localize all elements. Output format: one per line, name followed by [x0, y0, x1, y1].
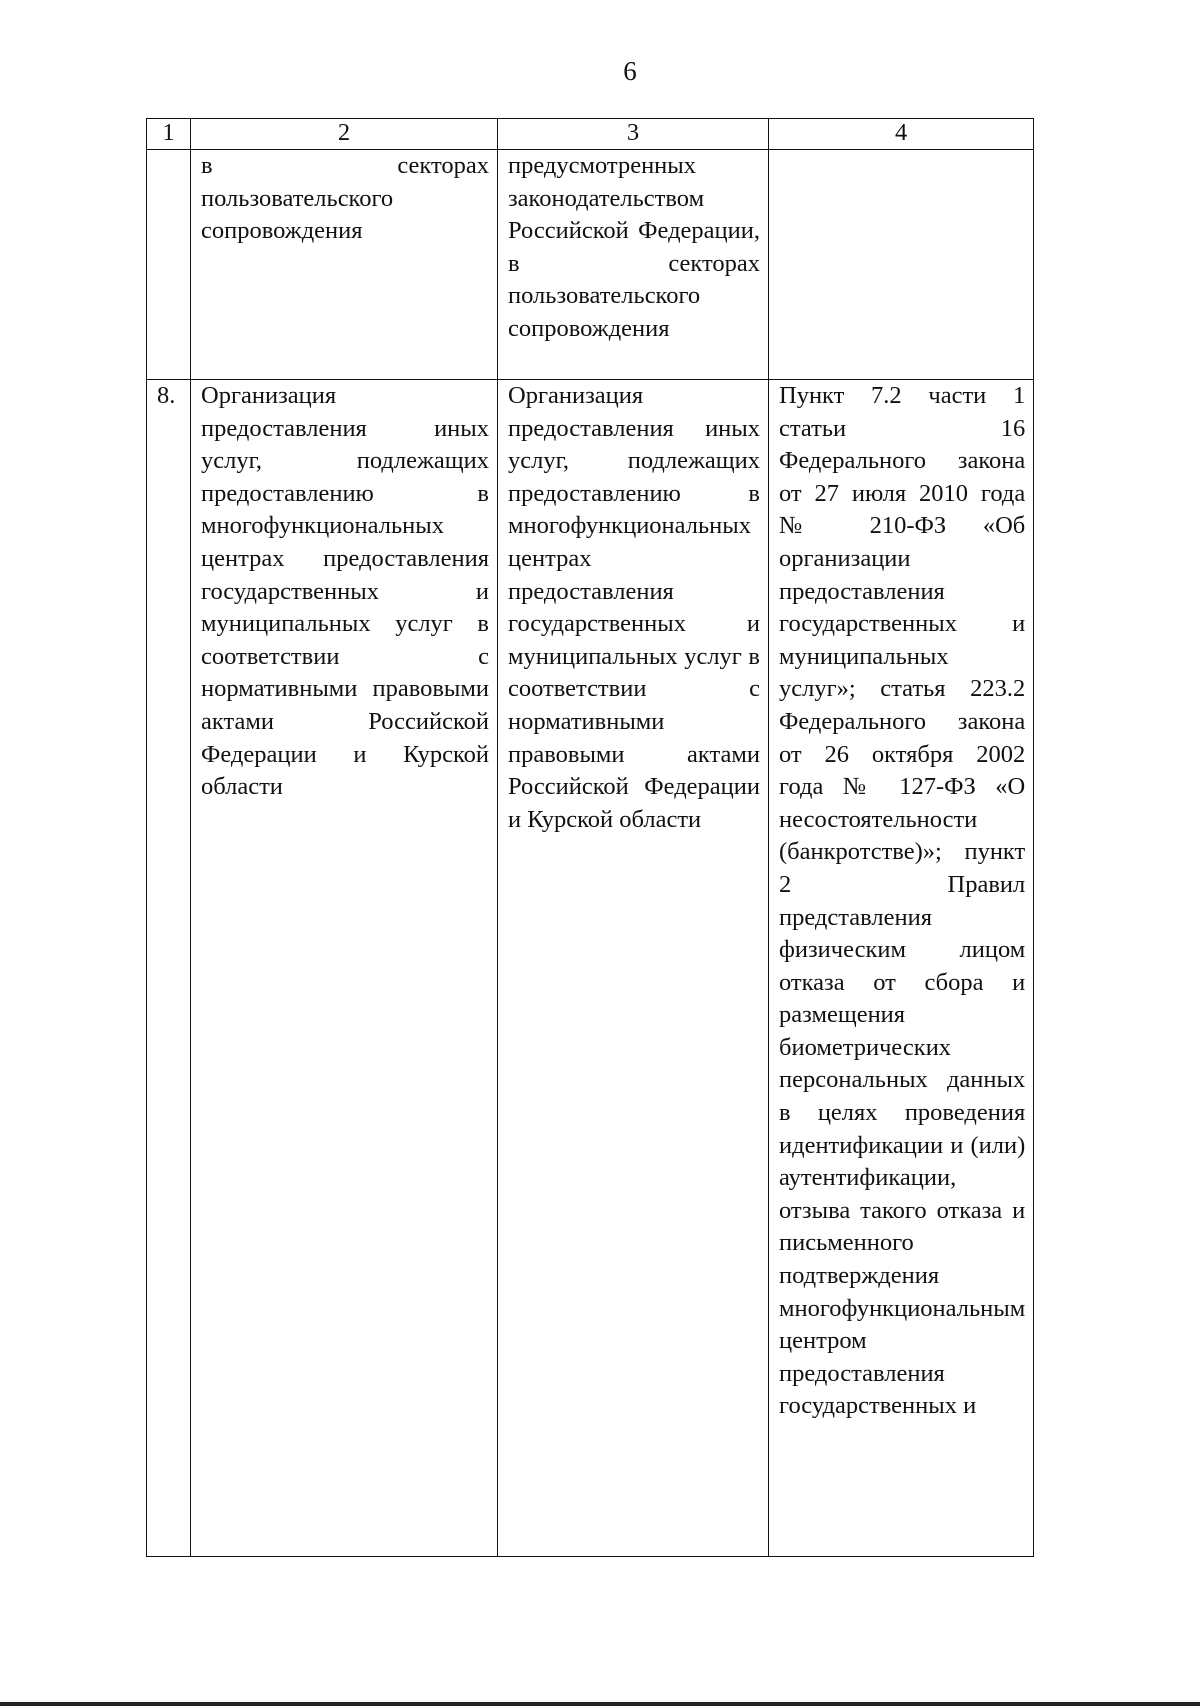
service-description-cell: Организация предоставления иных услуг, подлежащих предоставлению в многофункциональных центрах предоставления государственных и муниципальных услуг в соответствии с нормативными правовыми актами Российской Федерации и Курской области	[498, 380, 769, 1557]
table-row	[147, 150, 1034, 380]
column-header-2: 2	[191, 119, 498, 150]
document-table	[146, 118, 1034, 1557]
table-header-row	[147, 119, 1034, 150]
scan-bottom-edge	[0, 1702, 1200, 1706]
column-header-3: 3	[498, 119, 769, 150]
column-header-1: 1	[147, 119, 191, 150]
page-number: 6	[623, 56, 637, 86]
row-number-cell: 8.	[147, 380, 191, 1557]
service-name-cell: Организация предоставления иных услуг, подлежащих предоставлению в многофункциональных центрах предоставления государственных и муниципальных услуг в соответствии с нормативными правовыми актами Российской Федерации и Курской области	[191, 380, 498, 1557]
service-name-cell: в секторах пользовательского сопровождения	[191, 150, 498, 380]
column-header-4: 4	[769, 119, 1034, 150]
legal-basis-cell	[769, 150, 1034, 380]
row-number-cell	[147, 150, 191, 380]
table-row	[147, 380, 1034, 1557]
legal-basis-cell: Пункт 7.2 части 1 статьи 16 Федерального закона от 27 июля 2010 года № 210-ФЗ «Об организации предоставления государственных и муниципальных услуг»; статья 223.2 Федерального закона от 26 октября 2002 года № 127-ФЗ «О несостоятельности (банкротстве)»; пункт 2 Правил представления физическим лицом отказа от сбора и размещения биометрических персональных данных в целях проведения идентификации и (или) аутентификации, отзыва такого отказа и письменного подтверждения многофункциональным центром предоставления государственных и	[769, 380, 1034, 1557]
service-description-cell: предусмотренных законодательством Российской Федерации, в секторах пользовательского сопровождения	[498, 150, 769, 380]
